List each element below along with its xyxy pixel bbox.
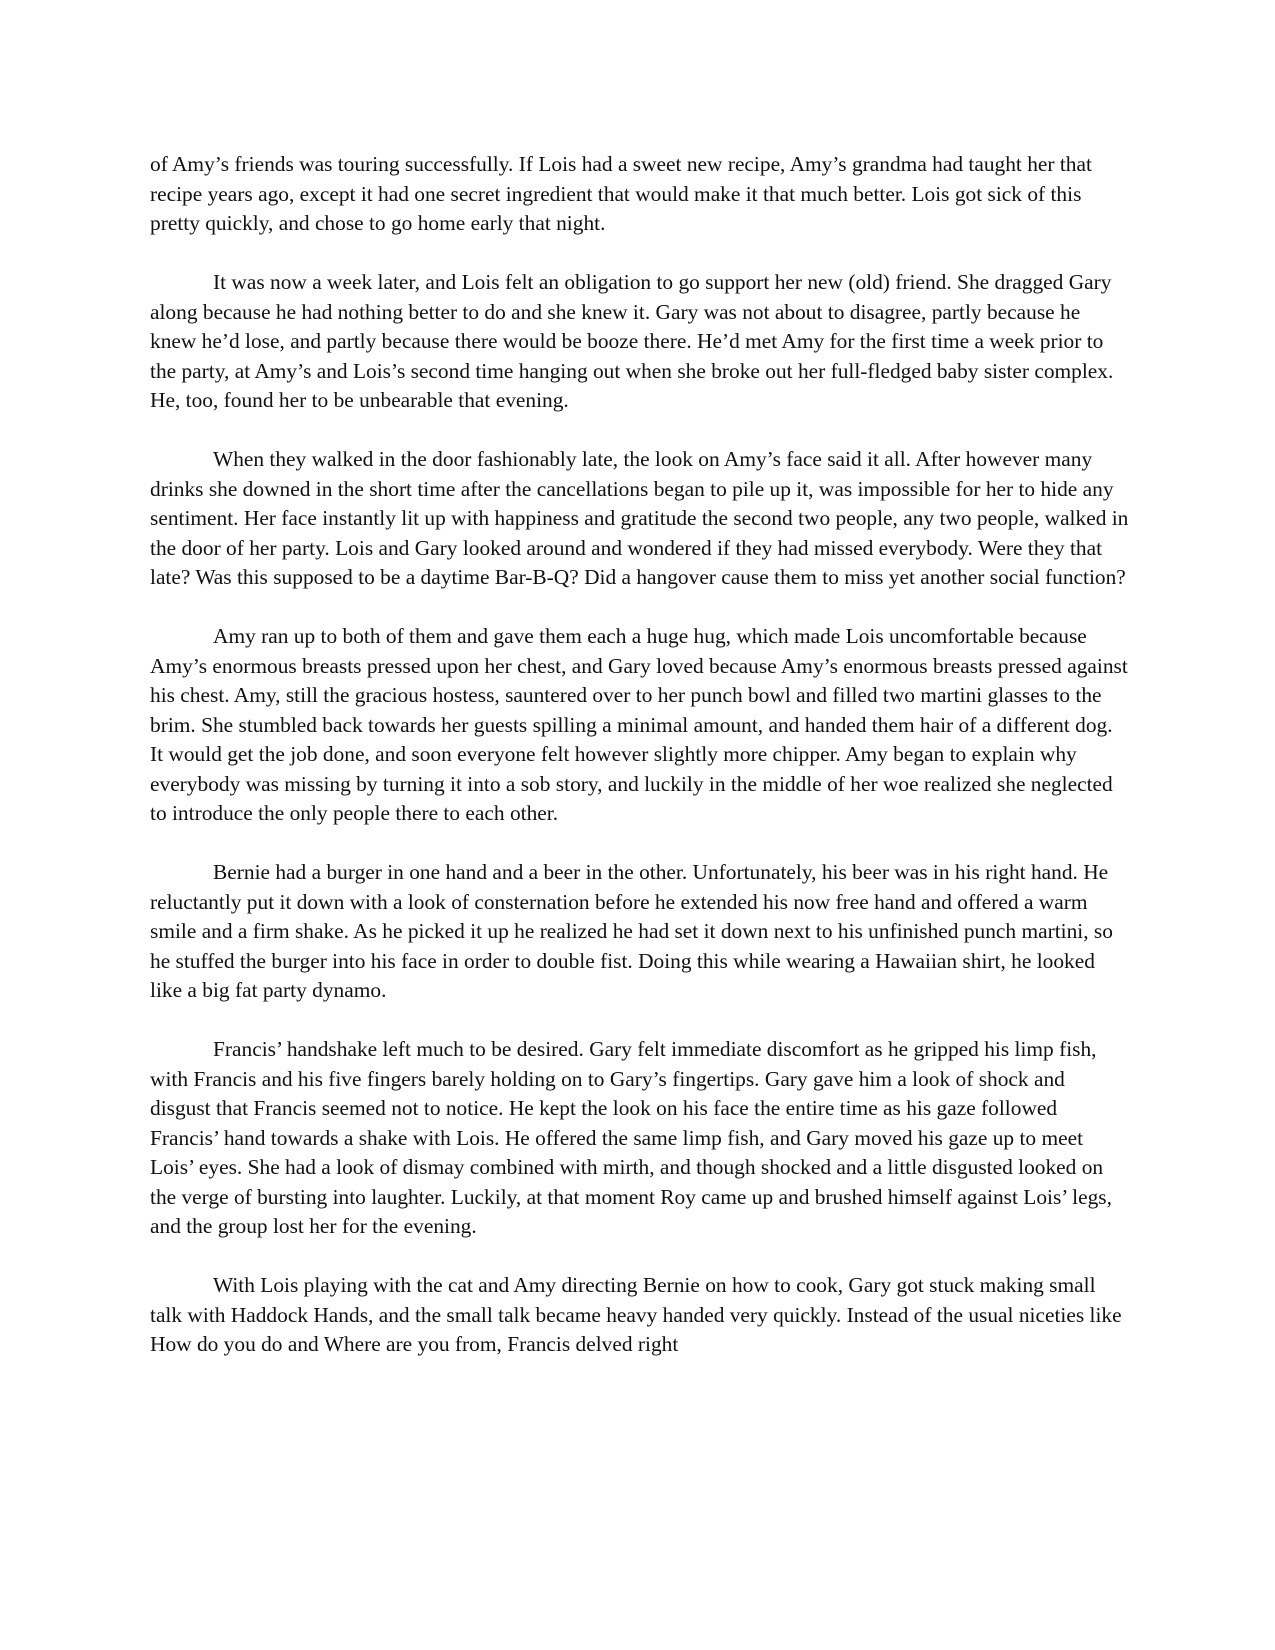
paragraph-3: When they walked in the door fashionably late, the look on Amy’s face said it all. After however many drinks she downed in the short time after the cancellations began to pile up it, was impossible for her to hide any sentiment. Her face instantly lit up with happiness and gratitude the second two people, any two people, walked in the door of her party. Lois and Gary looked around and wondered if they had missed everybody. Were they that late? Was this supposed to be a daytime Bar-B-Q? Did a hangover cause them to miss yet another social function?	[150, 447, 1129, 589]
paragraph-4: Amy ran up to both of them and gave them each a huge hug, which made Lois uncomfortable because Amy’s enormous breasts pressed upon her chest, and Gary loved because Amy’s enormous breasts pressed against his chest. Amy, still the gracious hostess, sauntered over to her punch bowl and filled two martini glasses to the brim. She stumbled back towards her guests spilling a minimal amount, and handed them hair of a different dog. It would get the job done, and soon everyone felt however slightly more chipper. Amy began to explain why everybody was missing by turning it into a sob story, and luckily in the middle of her woe realized she neglected to introduce the only people there to each other.	[150, 624, 1128, 825]
paragraph-6: Francis’ handshake left much to be desired. Gary felt immediate discomfort as he gripped his limp fish, with Francis and his five fingers barely holding on to Gary’s fingertips. Gary gave him a look of shock and disgust that Francis seemed not to notice. He kept the look on his face the entire time as his gaze followed Francis’ hand towards a shake with Lois. He offered the same limp fish, and Gary moved his gaze up to meet Lois’ eyes. She had a look of dismay combined with mirth, and though shocked and a little disgusted looked on the verge of bursting into laughter. Luckily, at that moment Roy came up and brushed himself against Lois’ legs, and the group lost her for the evening.	[150, 1037, 1112, 1238]
paragraph-5: Bernie had a burger in one hand and a beer in the other. Unfortunately, his beer was in his right hand. He reluctantly put it down with a look of consternation before he extended his now free hand and offered a warm smile and a firm shake. As he picked it up he realized he had set it down next to his unfinished punch martini, so he stuffed the burger into his face in order to double fist. Doing this while wearing a Hawaiian shirt, he looked like a big fat party dynamo.	[150, 860, 1113, 1002]
document-body	[150, 150, 1130, 1360]
paragraph-2: It was now a week later, and Lois felt an obligation to go support her new (old) friend. She dragged Gary along because he had nothing better to do and she knew it. Gary was not about to disagree, partly because he knew he’d lose, and partly because there would be booze there. He’d met Amy for the first time a week prior to the party, at Amy’s and Lois’s second time hanging out when she broke out her full-fledged baby sister complex. He, too, found her to be unbearable that evening.	[150, 270, 1114, 412]
paragraph-1: of Amy’s friends was touring successfully. If Lois had a sweet new recipe, Amy’s grandma had taught her that recipe years ago, except it had one secret ingredient that would make it that much better. Lois got sick of this pretty quickly, and chose to go home early that night.	[150, 152, 1092, 235]
paragraph-7: With Lois playing with the cat and Amy directing Bernie on how to cook, Gary got stuck making small talk with Haddock Hands, and the small talk became heavy handed very quickly. Instead of the usual niceties like How do you do and Where are you from, Francis delved right	[150, 1273, 1122, 1356]
